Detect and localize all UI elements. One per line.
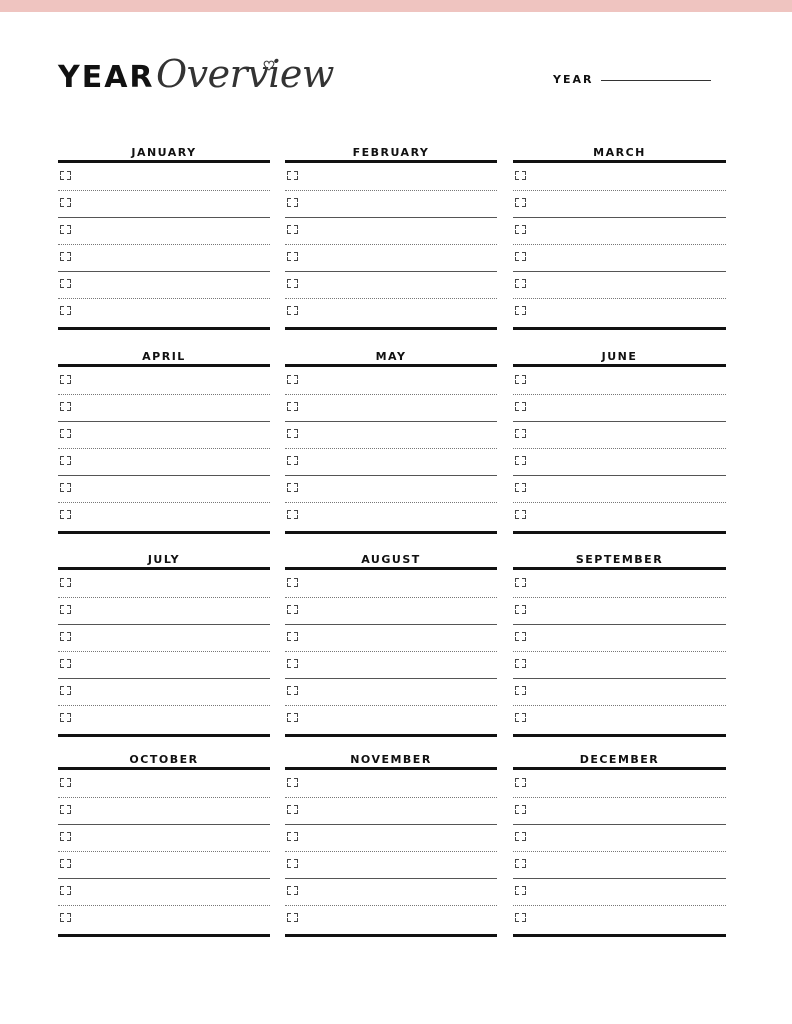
- entry-row[interactable]: [58, 705, 270, 732]
- checkbox-bracket-icon[interactable]: [287, 886, 298, 895]
- checkbox-bracket-icon[interactable]: [515, 225, 526, 234]
- entry-row[interactable]: [285, 421, 497, 448]
- title-year: YEAR: [58, 60, 155, 95]
- month-name: MAY: [375, 350, 407, 363]
- checkbox-bracket-icon[interactable]: [60, 252, 71, 261]
- checkbox-bracket-icon[interactable]: [515, 402, 526, 411]
- year-field-label: YEAR: [553, 73, 594, 86]
- checkbox-bracket-icon[interactable]: [515, 306, 526, 315]
- month-name: SEPTEMBER: [575, 553, 664, 566]
- entry-row[interactable]: [58, 597, 270, 624]
- checkbox-bracket-icon[interactable]: [60, 483, 71, 492]
- checkbox-bracket-icon[interactable]: [287, 659, 298, 668]
- checkbox-bracket-icon[interactable]: [60, 456, 71, 465]
- checkbox-bracket-icon[interactable]: [60, 713, 71, 722]
- entry-row[interactable]: [58, 624, 270, 651]
- entry-row[interactable]: [285, 770, 497, 797]
- entry-row[interactable]: [513, 770, 726, 797]
- month-footer-rule: [513, 327, 726, 330]
- checkbox-bracket-icon[interactable]: [287, 686, 298, 695]
- checkbox-bracket-icon[interactable]: [287, 632, 298, 641]
- entry-row[interactable]: [513, 475, 726, 502]
- month-block-march: [513, 146, 726, 332]
- entry-row[interactable]: [285, 651, 497, 678]
- entry-row[interactable]: [285, 878, 497, 905]
- checkbox-bracket-icon[interactable]: [287, 778, 298, 787]
- entry-row[interactable]: [513, 705, 726, 732]
- checkbox-bracket-icon[interactable]: [60, 778, 71, 787]
- checkbox-bracket-icon[interactable]: [60, 402, 71, 411]
- entry-row[interactable]: [513, 597, 726, 624]
- entry-row[interactable]: [58, 448, 270, 475]
- checkbox-bracket-icon[interactable]: [60, 198, 71, 207]
- month-name: FEBRUARY: [352, 146, 430, 159]
- entry-row[interactable]: [513, 624, 726, 651]
- entry-row[interactable]: [285, 217, 497, 244]
- month-name: APRIL: [142, 350, 186, 363]
- entry-row[interactable]: [513, 244, 726, 271]
- checkbox-bracket-icon[interactable]: [287, 832, 298, 841]
- entry-row[interactable]: [58, 298, 270, 325]
- entry-row[interactable]: [513, 570, 726, 597]
- checkbox-bracket-icon[interactable]: [515, 632, 526, 641]
- entry-row[interactable]: [285, 448, 497, 475]
- entry-row[interactable]: [285, 298, 497, 325]
- checkbox-bracket-icon[interactable]: [287, 402, 298, 411]
- checkbox-bracket-icon[interactable]: [287, 171, 298, 180]
- checkbox-bracket-icon[interactable]: [287, 913, 298, 922]
- checkbox-bracket-icon[interactable]: [287, 225, 298, 234]
- checkbox-bracket-icon[interactable]: [515, 279, 526, 288]
- checkbox-bracket-icon[interactable]: [60, 913, 71, 922]
- checkbox-bracket-icon[interactable]: [60, 832, 71, 841]
- month-name: JANUARY: [131, 146, 197, 159]
- entry-row[interactable]: [513, 797, 726, 824]
- entry-row[interactable]: [285, 190, 497, 217]
- checkbox-bracket-icon[interactable]: [515, 778, 526, 787]
- entry-row[interactable]: [513, 298, 726, 325]
- month-name: JULY: [147, 553, 181, 566]
- entry-row[interactable]: [58, 678, 270, 705]
- entry-row[interactable]: [58, 651, 270, 678]
- month-footer-rule: [285, 934, 497, 937]
- checkbox-bracket-icon[interactable]: [60, 429, 71, 438]
- entry-row[interactable]: [513, 163, 726, 190]
- entry-row[interactable]: [513, 421, 726, 448]
- entry-row[interactable]: [58, 244, 270, 271]
- entry-row[interactable]: [513, 190, 726, 217]
- entry-row[interactable]: [285, 367, 497, 394]
- month-name: MARCH: [593, 146, 646, 159]
- entry-row[interactable]: [513, 878, 726, 905]
- checkbox-bracket-icon[interactable]: [515, 510, 526, 519]
- checkbox-bracket-icon[interactable]: [287, 805, 298, 814]
- checkbox-bracket-icon[interactable]: [515, 171, 526, 180]
- entry-row[interactable]: [58, 217, 270, 244]
- checkbox-bracket-icon[interactable]: [515, 605, 526, 614]
- checkbox-bracket-icon[interactable]: [515, 713, 526, 722]
- checkbox-bracket-icon[interactable]: [515, 859, 526, 868]
- month-footer-rule: [513, 531, 726, 534]
- checkbox-bracket-icon[interactable]: [515, 198, 526, 207]
- entry-row[interactable]: [58, 190, 270, 217]
- entry-row[interactable]: [285, 597, 497, 624]
- month-block-september: [513, 553, 726, 739]
- checkbox-bracket-icon[interactable]: [287, 375, 298, 384]
- entry-row[interactable]: [513, 367, 726, 394]
- checkbox-bracket-icon[interactable]: [287, 306, 298, 315]
- entry-row[interactable]: [285, 394, 497, 421]
- checkbox-bracket-icon[interactable]: [60, 171, 71, 180]
- checkbox-bracket-icon[interactable]: [515, 375, 526, 384]
- month-footer-rule: [58, 531, 270, 534]
- entry-row[interactable]: [285, 271, 497, 298]
- entry-row[interactable]: [285, 163, 497, 190]
- month-footer-rule: [513, 934, 726, 937]
- month-footer-rule: [285, 327, 497, 330]
- month-footer-rule: [58, 327, 270, 330]
- entry-row[interactable]: [285, 475, 497, 502]
- checkbox-bracket-icon[interactable]: [515, 578, 526, 587]
- entry-row[interactable]: [58, 824, 270, 851]
- entry-row[interactable]: [285, 502, 497, 529]
- checkbox-bracket-icon[interactable]: [515, 805, 526, 814]
- checkbox-bracket-icon[interactable]: [515, 429, 526, 438]
- heart-icon: [262, 58, 276, 72]
- month-name: AUGUST: [361, 553, 421, 566]
- entry-row[interactable]: [58, 163, 270, 190]
- entry-row[interactable]: [513, 824, 726, 851]
- entry-row[interactable]: [513, 271, 726, 298]
- checkbox-bracket-icon[interactable]: [515, 252, 526, 261]
- checkbox-bracket-icon[interactable]: [60, 686, 71, 695]
- entry-row[interactable]: [513, 851, 726, 878]
- entry-row[interactable]: [58, 770, 270, 797]
- entry-row[interactable]: [513, 651, 726, 678]
- checkbox-bracket-icon[interactable]: [515, 686, 526, 695]
- checkbox-bracket-icon[interactable]: [60, 375, 71, 384]
- year-input-line[interactable]: [601, 80, 711, 81]
- checkbox-bracket-icon[interactable]: [287, 252, 298, 261]
- month-block-june: [513, 350, 726, 536]
- entry-row[interactable]: [58, 394, 270, 421]
- checkbox-bracket-icon[interactable]: [60, 306, 71, 315]
- entry-row[interactable]: [285, 244, 497, 271]
- checkbox-bracket-icon[interactable]: [60, 225, 71, 234]
- entry-row[interactable]: [285, 905, 497, 932]
- checkbox-bracket-icon[interactable]: [515, 832, 526, 841]
- month-block-october: [58, 753, 270, 939]
- checkbox-bracket-icon[interactable]: [515, 456, 526, 465]
- entry-row[interactable]: [58, 851, 270, 878]
- entry-row[interactable]: [58, 570, 270, 597]
- checkbox-bracket-icon[interactable]: [287, 483, 298, 492]
- checkbox-bracket-icon[interactable]: [515, 913, 526, 922]
- checkbox-bracket-icon[interactable]: [287, 859, 298, 868]
- month-block-november: [285, 753, 497, 939]
- checkbox-bracket-icon[interactable]: [287, 456, 298, 465]
- month-block-january: [58, 146, 270, 332]
- checkbox-bracket-icon[interactable]: [515, 483, 526, 492]
- month-name: DECEMBER: [579, 753, 660, 766]
- checkbox-bracket-icon[interactable]: [60, 510, 71, 519]
- entry-row[interactable]: [58, 421, 270, 448]
- month-footer-rule: [285, 734, 497, 737]
- month-name: NOVEMBER: [350, 753, 432, 766]
- month-footer-rule: [285, 531, 497, 534]
- checkbox-bracket-icon[interactable]: [287, 279, 298, 288]
- entry-row[interactable]: [285, 624, 497, 651]
- entry-row[interactable]: [513, 217, 726, 244]
- checkbox-bracket-icon[interactable]: [287, 578, 298, 587]
- checkbox-bracket-icon[interactable]: [287, 605, 298, 614]
- checkbox-bracket-icon[interactable]: [60, 578, 71, 587]
- month-footer-rule: [513, 734, 726, 737]
- entry-row[interactable]: [513, 905, 726, 932]
- top-accent-band: [0, 0, 792, 12]
- entry-row[interactable]: [285, 705, 497, 732]
- entry-row[interactable]: [285, 824, 497, 851]
- title-overview-script: Overview: [156, 52, 334, 96]
- entry-row[interactable]: [58, 271, 270, 298]
- entry-row[interactable]: [58, 367, 270, 394]
- checkbox-bracket-icon[interactable]: [287, 198, 298, 207]
- entry-row[interactable]: [285, 851, 497, 878]
- entry-row[interactable]: [513, 394, 726, 421]
- checkbox-bracket-icon[interactable]: [515, 886, 526, 895]
- entry-row[interactable]: [513, 448, 726, 475]
- checkbox-bracket-icon[interactable]: [60, 859, 71, 868]
- entry-row[interactable]: [58, 475, 270, 502]
- entry-row[interactable]: [513, 502, 726, 529]
- checkbox-bracket-icon[interactable]: [60, 632, 71, 641]
- month-footer-rule: [58, 734, 270, 737]
- month-footer-rule: [58, 934, 270, 937]
- checkbox-bracket-icon[interactable]: [60, 605, 71, 614]
- month-name: JUNE: [601, 350, 638, 363]
- entry-row[interactable]: [58, 502, 270, 529]
- entry-row[interactable]: [513, 678, 726, 705]
- entry-row[interactable]: [58, 905, 270, 932]
- entry-row[interactable]: [58, 878, 270, 905]
- checkbox-bracket-icon[interactable]: [60, 279, 71, 288]
- month-block-december: [513, 753, 726, 939]
- checkbox-bracket-icon[interactable]: [287, 429, 298, 438]
- month-block-april: [58, 350, 270, 536]
- month-block-july: [58, 553, 270, 739]
- checkbox-bracket-icon[interactable]: [60, 886, 71, 895]
- entry-row[interactable]: [58, 797, 270, 824]
- checkbox-bracket-icon[interactable]: [515, 659, 526, 668]
- month-block-february: [285, 146, 497, 332]
- checkbox-bracket-icon[interactable]: [60, 805, 71, 814]
- checkbox-bracket-icon[interactable]: [287, 713, 298, 722]
- month-name: OCTOBER: [129, 753, 199, 766]
- checkbox-bracket-icon[interactable]: [287, 510, 298, 519]
- month-block-may: [285, 350, 497, 536]
- month-block-august: [285, 553, 497, 739]
- entry-row[interactable]: [285, 678, 497, 705]
- checkbox-bracket-icon[interactable]: [60, 659, 71, 668]
- entry-row[interactable]: [285, 570, 497, 597]
- entry-row[interactable]: [285, 797, 497, 824]
